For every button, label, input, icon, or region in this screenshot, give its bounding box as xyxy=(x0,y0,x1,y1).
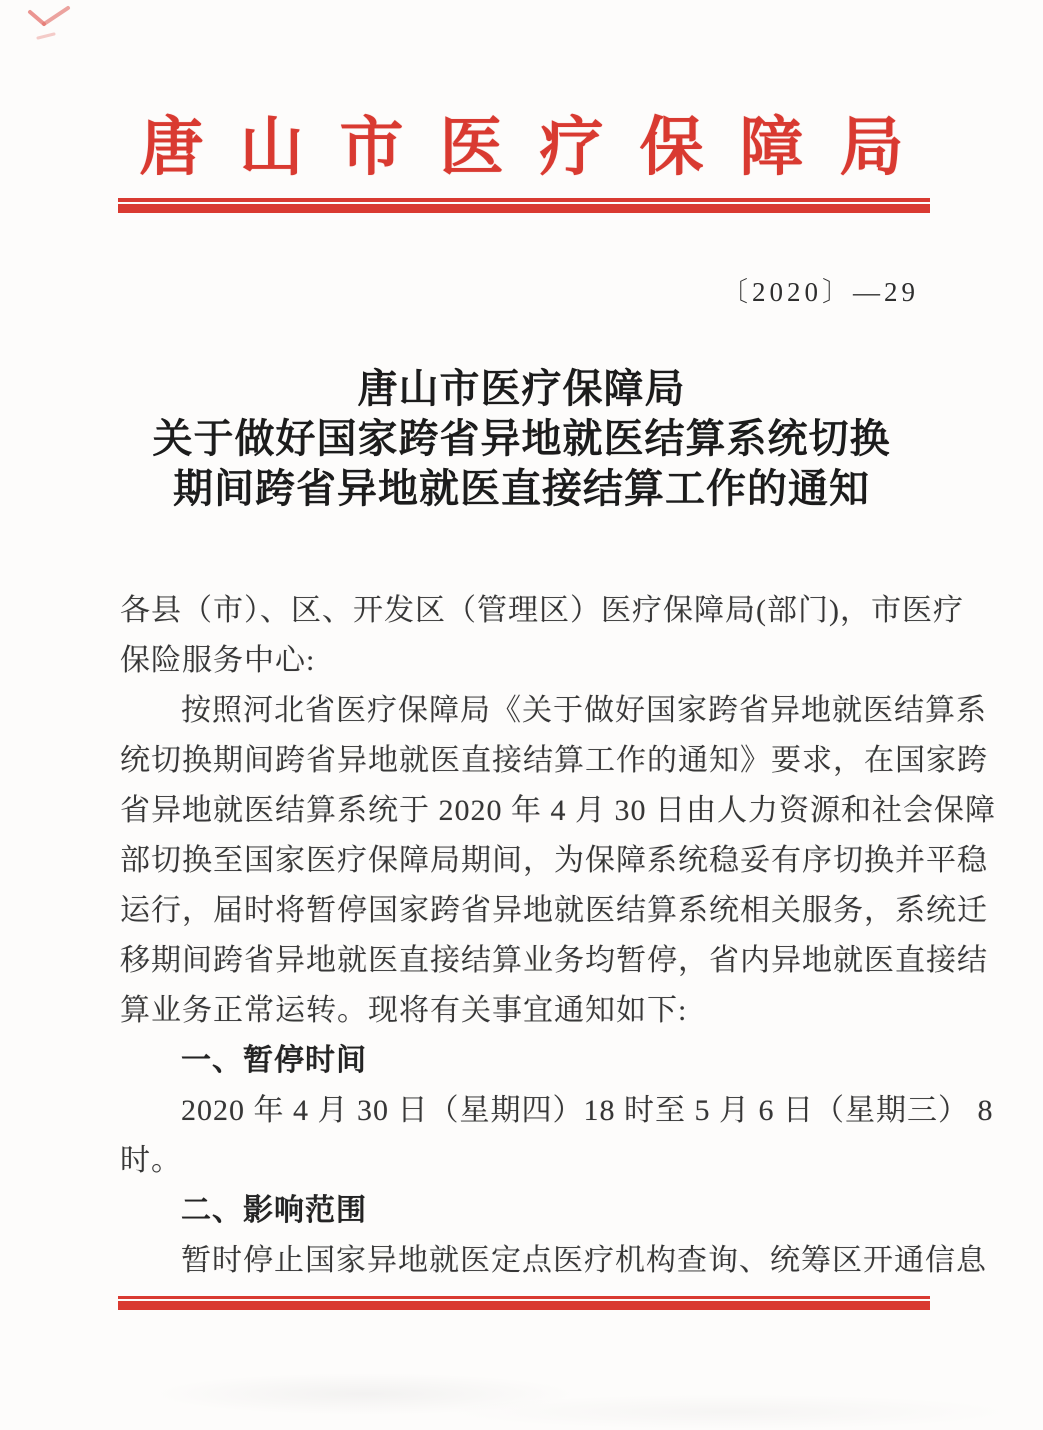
title-line-1: 唐山市医疗保障局 xyxy=(357,367,686,411)
title-line-2: 关于做好国家跨省异地就医结算系统切换 xyxy=(152,417,891,461)
body-line: 各县（市）、区、开发区（管理区）医疗保障局(部门)，市医疗 xyxy=(120,594,964,627)
pen-mark-icon xyxy=(24,4,76,46)
red-separator-bottom xyxy=(118,1296,930,1310)
document-body xyxy=(120,586,996,1286)
document-title xyxy=(0,364,1043,514)
body-line: 一、暂停时间 xyxy=(181,1044,367,1077)
body-line: 省异地就医结算系统于 2020 年 4 月 30 日由人力资源和社会保障 xyxy=(120,794,996,827)
red-separator-top xyxy=(118,198,930,213)
body-line: 移期间跨省异地就医直接结算业务均暂停，省内异地就医直接结 xyxy=(120,944,988,977)
body-line: 统切换期间跨省异地就医直接结算工作的通知》要求，在国家跨 xyxy=(120,744,988,777)
body-line: 部切换至国家医疗保障局期间，为保障系统稳妥有序切换并平稳 xyxy=(120,844,988,877)
body-line: 暂时停止国家异地就医定点医疗机构查询、统筹区开通信息 xyxy=(181,1244,987,1277)
body-line: 运行，届时将暂停国家跨省异地就医结算系统相关服务，系统迁 xyxy=(120,894,988,927)
body-line: 按照河北省医疗保障局《关于做好国家跨省异地就医结算系 xyxy=(181,694,987,727)
body-line: 二、影响范围 xyxy=(181,1194,367,1227)
title-line-3: 期间跨省异地就医直接结算工作的通知 xyxy=(173,467,870,511)
body-line: 保险服务中心: xyxy=(120,644,316,677)
body-line: 算业务正常运转。现将有关事宜通知如下: xyxy=(120,994,688,1027)
agency-name-header: 唐山市医疗保障局 xyxy=(139,112,940,183)
body-line: 2020 年 4 月 30 日（星期四）18 时至 5 月 6 日（星期三） 8 xyxy=(181,1094,994,1127)
document-number: 〔2020〕—29 xyxy=(721,277,919,307)
body-line: 时。 xyxy=(120,1144,182,1177)
